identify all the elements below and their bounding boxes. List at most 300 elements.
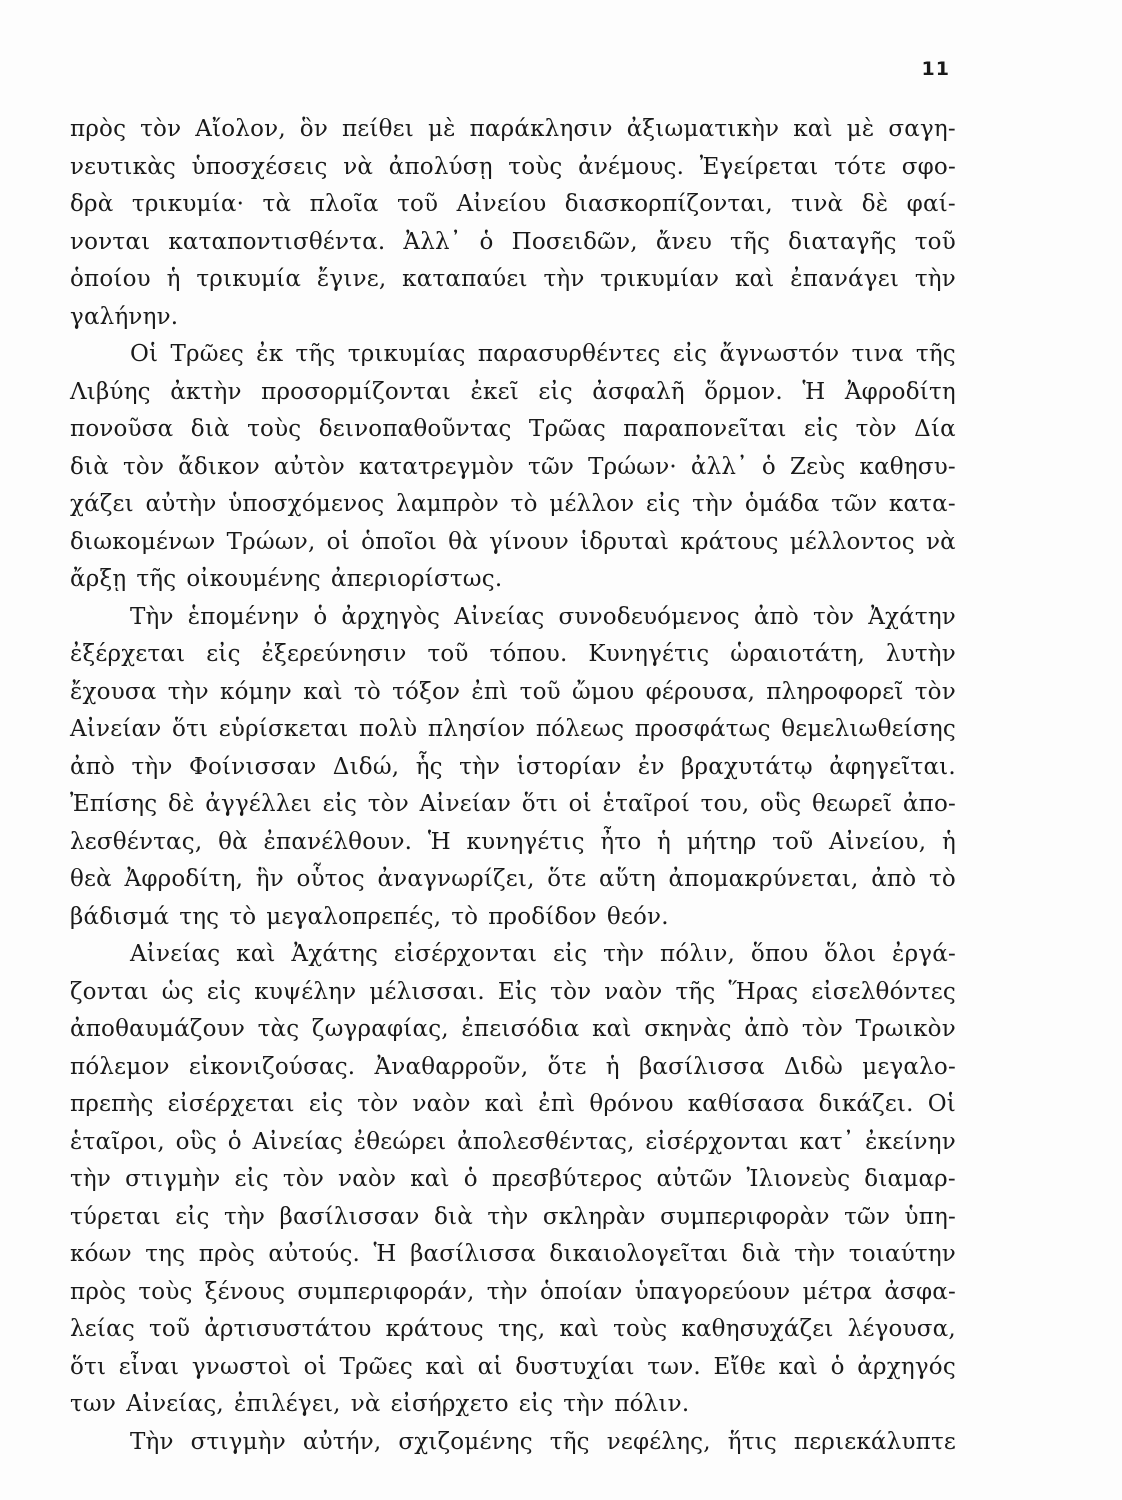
word: ξένους — [204, 1278, 286, 1305]
word: ἐπανάγει — [790, 266, 900, 292]
text-line — [70, 974, 956, 1012]
word: Ἀχάτης — [291, 941, 379, 967]
word: τὸ — [353, 678, 381, 705]
word: Τρώων· — [588, 453, 677, 480]
word: ἑταῖροί — [602, 791, 690, 817]
word: τὴν — [459, 753, 501, 780]
word: ἀκτὴν — [170, 378, 242, 405]
word: εἰς — [308, 1091, 344, 1117]
word: τῆς — [136, 566, 177, 592]
word: ἐξερεύνησιν — [261, 641, 407, 667]
word: τὸν — [813, 603, 855, 630]
word: ἑταῖροι, — [70, 1128, 165, 1155]
word: τὴν — [543, 266, 585, 292]
word: τρικυμίας — [347, 341, 466, 367]
word: ναὸν — [338, 1166, 397, 1192]
word: τῶν — [528, 453, 575, 480]
word: γνωστοὶ — [191, 1353, 292, 1380]
word: τοιαύτην — [848, 1241, 956, 1267]
text-line — [70, 599, 956, 637]
word: βασίλισσαν — [279, 1203, 420, 1230]
word: ἀποθαυμάζουν — [70, 1016, 246, 1042]
word: οἱ — [326, 528, 350, 555]
word: τὴν — [167, 678, 209, 705]
word: ἐπιλέγει, — [233, 1391, 341, 1417]
word: Τρῶας — [528, 416, 606, 442]
word: τῆς — [675, 978, 716, 1005]
word: αἱ — [477, 1353, 503, 1380]
word: Αἰνείας — [454, 603, 545, 630]
word: χάζει — [70, 491, 134, 517]
word: ὅτε — [547, 1053, 587, 1080]
word: τῶν — [844, 1203, 891, 1230]
word: ἐπὶ — [538, 1091, 576, 1117]
word: πρὸς — [70, 1278, 127, 1305]
word: νὰ — [343, 153, 374, 180]
word: μέλισσαι. — [369, 978, 485, 1005]
word: τὰ — [262, 191, 292, 217]
word: τὸν — [367, 791, 409, 817]
word: ὁ — [227, 1128, 242, 1155]
word: διωκομένων — [70, 528, 216, 555]
word: τὴν — [563, 1391, 605, 1417]
word: Τρῶες — [339, 1353, 413, 1380]
word: δὲ — [168, 791, 195, 817]
word: της, — [497, 1316, 546, 1342]
word: ἔχουσα — [70, 678, 157, 705]
word: Αἰνείας — [252, 1128, 343, 1155]
word: εἶναι — [118, 1353, 180, 1380]
word: Ἀλλ᾽ — [403, 228, 462, 255]
word: σχιζομένης — [398, 1428, 533, 1455]
word: οὗτος — [296, 866, 365, 892]
word: ἡ — [941, 828, 956, 855]
word: αὐτῶν — [656, 1166, 733, 1192]
word: διαταγῆς — [788, 228, 897, 255]
word: ἡ — [657, 828, 672, 855]
text-line — [70, 261, 956, 299]
word: ἀπὸ — [744, 1016, 790, 1042]
word: συνοδευόμενος — [558, 603, 740, 630]
word: Οἱ — [927, 1091, 956, 1117]
word: Ἀφροδίτη, — [124, 866, 244, 892]
word: ἀλλ᾽ — [690, 453, 748, 480]
text-line — [70, 1386, 956, 1424]
word: Αἰνείαν — [419, 791, 512, 817]
word: ἀπομακρύνεται, — [668, 866, 859, 892]
word: Ἡ — [373, 1241, 397, 1267]
word: κατατρεγμὸν — [358, 453, 515, 480]
word: ἐπὶ — [471, 678, 509, 705]
word: πλησίον — [427, 716, 526, 742]
word: οὓς — [175, 1128, 217, 1155]
word: ἐκεῖ — [470, 378, 519, 405]
word: κατα- — [888, 491, 956, 517]
word: εἰς — [518, 1391, 554, 1417]
word: εἰς — [206, 641, 241, 667]
word: ὅρμον. — [704, 378, 783, 405]
word: Διδώ, — [332, 753, 400, 780]
word: ἐργά- — [892, 941, 956, 967]
word: ἀγγέλλει — [205, 791, 312, 817]
word: Κυνηγέτις — [588, 641, 710, 667]
word: ἀπεριορίστως. — [330, 566, 503, 592]
word: εἰς — [234, 1166, 269, 1192]
word: θὰ — [448, 528, 478, 555]
word: Αἰνείαν — [70, 716, 162, 742]
text-line — [70, 1311, 956, 1349]
word: σκληρὰν — [542, 1203, 646, 1230]
text-line — [70, 1161, 956, 1199]
word: καὶ — [778, 1353, 818, 1380]
word: τῆς — [549, 1428, 590, 1455]
word: τὸν — [357, 1091, 399, 1117]
word: τὴν — [603, 941, 645, 967]
word: Ἐπίσης — [70, 791, 158, 817]
word: ὅλοι — [824, 941, 877, 967]
word: τοῦ — [397, 191, 439, 217]
word: τὸ — [510, 491, 538, 517]
word: ἀφηγεῖται. — [829, 753, 956, 780]
word: πλοῖα — [309, 191, 379, 217]
word: Ἀφροδίτη — [844, 378, 956, 405]
word: κατ᾽ — [799, 1128, 855, 1155]
word: προδίδον — [488, 903, 597, 930]
text-line — [70, 224, 956, 262]
word: λαμπρὸν — [396, 491, 499, 517]
word: αὐτούς. — [268, 1241, 361, 1267]
word: κράτους — [385, 1316, 484, 1342]
word: ἐξέρχεται — [70, 641, 186, 667]
word: σκηνὰς — [644, 1016, 732, 1042]
word: τὸ — [928, 866, 956, 892]
word: ἔγινε, — [316, 266, 387, 292]
word: πρεπὴς — [70, 1091, 154, 1117]
word: ζονται — [70, 978, 149, 1005]
word: θὰ — [218, 828, 248, 855]
word: ἧς — [415, 753, 443, 780]
text-line — [70, 411, 956, 449]
word: τὸν — [914, 678, 956, 705]
word: Ἀναθαρροῦν, — [374, 1053, 529, 1080]
word: διὰ — [70, 453, 109, 480]
word: καταποντισθέντα. — [168, 228, 386, 255]
text-line — [70, 1236, 956, 1274]
text-line — [70, 336, 956, 374]
word: κράτους — [680, 528, 779, 555]
word: τὸν — [282, 1166, 325, 1192]
word: καταπαύει — [402, 266, 528, 292]
word: παρασυρθέντες — [477, 341, 661, 367]
word: τοῦ — [519, 678, 561, 705]
text-line — [70, 749, 956, 787]
text-line — [70, 1424, 956, 1462]
word: φέρουσα, — [645, 678, 756, 705]
word: Λιβύης — [70, 378, 151, 405]
word: τοῦ — [427, 641, 469, 667]
text-line — [70, 486, 956, 524]
word: του, — [700, 791, 750, 817]
word: νεφέλης, — [606, 1428, 711, 1455]
word: Τρῶες — [170, 341, 244, 367]
word: εἰς — [206, 978, 242, 1005]
word: Τὴν — [130, 1428, 174, 1455]
word: δὲ — [861, 191, 889, 217]
word: βασίλισσα — [410, 1241, 536, 1267]
word: της — [145, 1241, 186, 1267]
word: τοῦ — [914, 228, 956, 255]
word: ἦτο — [600, 828, 642, 855]
word: συμπεριφορὰν — [660, 1203, 830, 1230]
word: θεόν. — [606, 903, 669, 930]
word: ἄγνωστόν — [719, 341, 840, 367]
word: της — [179, 903, 220, 930]
word: πόλεμον — [70, 1053, 170, 1080]
word: εἰς — [672, 341, 708, 367]
word: ὁποίαν — [539, 1278, 623, 1305]
word: ὑποσχέσεις — [191, 153, 328, 180]
word: νονται — [70, 228, 151, 255]
word: στιγμὴν — [190, 1428, 286, 1455]
word: Αἰνείου, — [828, 828, 927, 855]
word: ἀρχηγός — [857, 1353, 956, 1380]
word: τὸν — [140, 116, 182, 142]
word: καὶ — [793, 116, 833, 142]
word: ὑπη- — [904, 1203, 956, 1230]
word: εἰς — [803, 416, 839, 442]
text-line — [70, 449, 956, 487]
word: ἱδρυταὶ — [580, 528, 670, 555]
word: πονοῦσα — [70, 416, 174, 442]
word: εἰσέρχονται — [645, 1128, 789, 1155]
word: ἐν — [637, 753, 665, 780]
word: καὶ — [303, 678, 343, 705]
text-line — [70, 861, 956, 899]
word: αὐτήν, — [302, 1428, 382, 1455]
word: γαλήνην. — [70, 303, 179, 330]
word: κυψέλην — [254, 978, 357, 1005]
word: αὕτη — [598, 866, 656, 892]
word: τῆς — [730, 228, 771, 255]
word: Τρώων, — [226, 528, 316, 555]
word: καθησυ- — [859, 453, 956, 480]
word: τόξον — [392, 678, 461, 705]
word: τὰς — [257, 1016, 300, 1042]
word: οὓς — [760, 791, 802, 817]
text-line — [70, 1199, 956, 1237]
word: ναὸν — [604, 978, 663, 1005]
word: ὤμου — [572, 678, 635, 705]
word: ὁ — [463, 1166, 478, 1192]
word: τῶν — [831, 491, 878, 517]
word: τὴν — [131, 753, 173, 780]
word: μὲ — [427, 116, 456, 142]
word: Οἱ — [130, 341, 159, 367]
word: αὐτὴν — [145, 491, 217, 517]
word: ὁ — [313, 603, 328, 630]
word: δικάζει. — [818, 1091, 914, 1117]
word: θεμελιωθείσης — [781, 716, 956, 742]
word: Εἴθε — [713, 1353, 766, 1380]
word: ὁμάδα — [744, 491, 820, 517]
word: εἰσήρχετο — [390, 1391, 509, 1417]
word: τὴν — [794, 1241, 836, 1267]
word: τὸν — [801, 1016, 844, 1042]
text-line — [70, 899, 956, 937]
word: ὁ — [830, 1353, 845, 1380]
word: Ἥρας — [728, 978, 799, 1005]
word: ἀσφαλῆ — [592, 378, 685, 405]
word: διὰ — [741, 1241, 781, 1267]
word: εἰσέρχονται — [393, 941, 538, 967]
word: τρικυμία — [196, 266, 302, 292]
text-line — [70, 1049, 956, 1087]
word: ναὸν — [412, 1091, 471, 1117]
word: μέτρα — [802, 1278, 873, 1305]
word: καὶ — [236, 941, 276, 967]
word: τινα — [851, 341, 904, 367]
text-line — [70, 711, 956, 749]
word: ὅτε — [547, 866, 587, 892]
word: Αἴολον, — [195, 116, 286, 142]
word: ἀρχηγὸς — [341, 603, 441, 630]
word: ὅτι — [70, 1353, 107, 1380]
word: δεινοπαθοῦντας — [318, 416, 512, 442]
word: ἐθεώρει — [353, 1128, 447, 1155]
word: τρικυμίαν — [600, 266, 720, 292]
word: τὸν — [122, 453, 165, 480]
word: προσφάτως — [634, 716, 771, 742]
word: ἱστορίαν — [516, 753, 622, 780]
word: διὰ — [190, 416, 230, 442]
word: ὁποίου — [70, 266, 151, 292]
text-line — [70, 299, 956, 337]
word: ἀναγνωρίζει, — [377, 866, 535, 892]
word: ἀπὸ — [70, 753, 116, 780]
text-line — [70, 786, 956, 824]
word: ὁ — [479, 228, 494, 255]
text-line — [70, 674, 956, 712]
word: εἰς — [322, 791, 358, 817]
word: μὲ — [846, 116, 875, 142]
text-line — [70, 636, 956, 674]
text-line — [70, 524, 956, 562]
word: Ἰλιονεὺς — [746, 1166, 851, 1192]
word: Ἀχάτην — [868, 603, 956, 630]
word: μέλλον — [549, 491, 635, 517]
word: εἰς — [646, 491, 681, 517]
word: τοὺς — [247, 416, 302, 442]
text-line — [70, 936, 956, 974]
word: ὅτι — [521, 791, 558, 817]
word: τὴν — [224, 1203, 266, 1230]
word: Τρωικὸν — [855, 1016, 956, 1042]
word: ὅπου — [750, 941, 809, 967]
word: καὶ — [410, 1166, 450, 1192]
word: ὡραιοτάτη, — [730, 641, 866, 667]
word: φαί- — [906, 191, 956, 217]
word: των. — [647, 1353, 701, 1380]
word: τῆς — [295, 341, 336, 367]
word: ὅτι — [172, 716, 209, 742]
text-line — [70, 374, 956, 412]
word: τοὺς — [613, 1316, 668, 1342]
word: ὁ — [761, 453, 776, 480]
word: νὰ — [350, 1391, 381, 1417]
word: μήτηρ — [686, 828, 757, 855]
word: διασκορπίζονται, — [564, 191, 773, 217]
word: πρεσβύτερος — [491, 1166, 643, 1192]
word: βάδισμά — [70, 903, 170, 930]
word: εἰς — [175, 1203, 210, 1230]
word: πληροφορεῖ — [766, 678, 904, 705]
word: Ἐγείρεται — [699, 153, 819, 180]
word: εἰκονιζούσας. — [188, 1053, 356, 1080]
word: πείθει — [341, 116, 414, 142]
word: τὴν — [692, 491, 734, 517]
text-line — [70, 1086, 956, 1124]
word: Ζεὺς — [789, 453, 846, 480]
word: δυστυχίαι — [515, 1353, 635, 1380]
word: ἡ — [166, 266, 181, 292]
word: πόλιν. — [614, 1391, 690, 1417]
word: εἰς — [552, 941, 588, 967]
word: καθησυχάζει — [681, 1316, 834, 1342]
word: μεγαλοπρεπές, — [266, 903, 442, 930]
word: ἀπὸ — [753, 603, 799, 630]
word: βραχυτάτῳ — [681, 753, 813, 780]
word: τὴν — [486, 1278, 528, 1305]
word: οἱ — [568, 791, 592, 817]
word: θεὰ — [70, 866, 112, 892]
word: αὐτὸν — [273, 453, 345, 480]
word: εἰσελθόντες — [811, 978, 956, 1005]
word: τὸν — [855, 416, 897, 442]
word: προσορμίζονται — [261, 378, 452, 405]
word: περιεκάλυπτε — [793, 1428, 956, 1455]
word: εἰς — [538, 378, 573, 405]
word: γίνουν — [489, 528, 569, 555]
word: λεσθέντας, — [70, 828, 203, 855]
word: κόμην — [220, 678, 292, 705]
text-line — [70, 561, 956, 599]
word: ἥτις — [727, 1428, 777, 1455]
word: λείας — [70, 1316, 135, 1342]
word: πρὸς — [198, 1241, 255, 1267]
word: τὴν — [70, 1166, 112, 1192]
text-line — [70, 149, 956, 187]
word: ἑπομένην — [187, 603, 300, 630]
word: Διδὼ — [783, 1053, 844, 1080]
word: τρικυμία· — [131, 191, 245, 217]
word: τὸν — [550, 978, 592, 1005]
word: Αἰνείας, — [126, 1391, 224, 1417]
word: ἀξιωματικὴν — [626, 116, 780, 142]
word: ἄρξῃ — [70, 566, 127, 592]
word: θεωρεῖ — [812, 791, 893, 817]
word: ἐπανέλθουν. — [263, 828, 413, 855]
word: τὴν — [487, 1203, 529, 1230]
text-line — [70, 186, 956, 224]
word: τὴν — [914, 266, 956, 292]
word: ἀπολεσθέντας, — [457, 1128, 635, 1155]
text-line — [70, 824, 956, 862]
word: καὶ — [484, 1091, 525, 1117]
page-number: 11 — [921, 58, 950, 80]
word: δρὰ — [70, 191, 114, 217]
word: τοῦ — [148, 1316, 191, 1342]
word: διαμαρ- — [864, 1166, 956, 1192]
